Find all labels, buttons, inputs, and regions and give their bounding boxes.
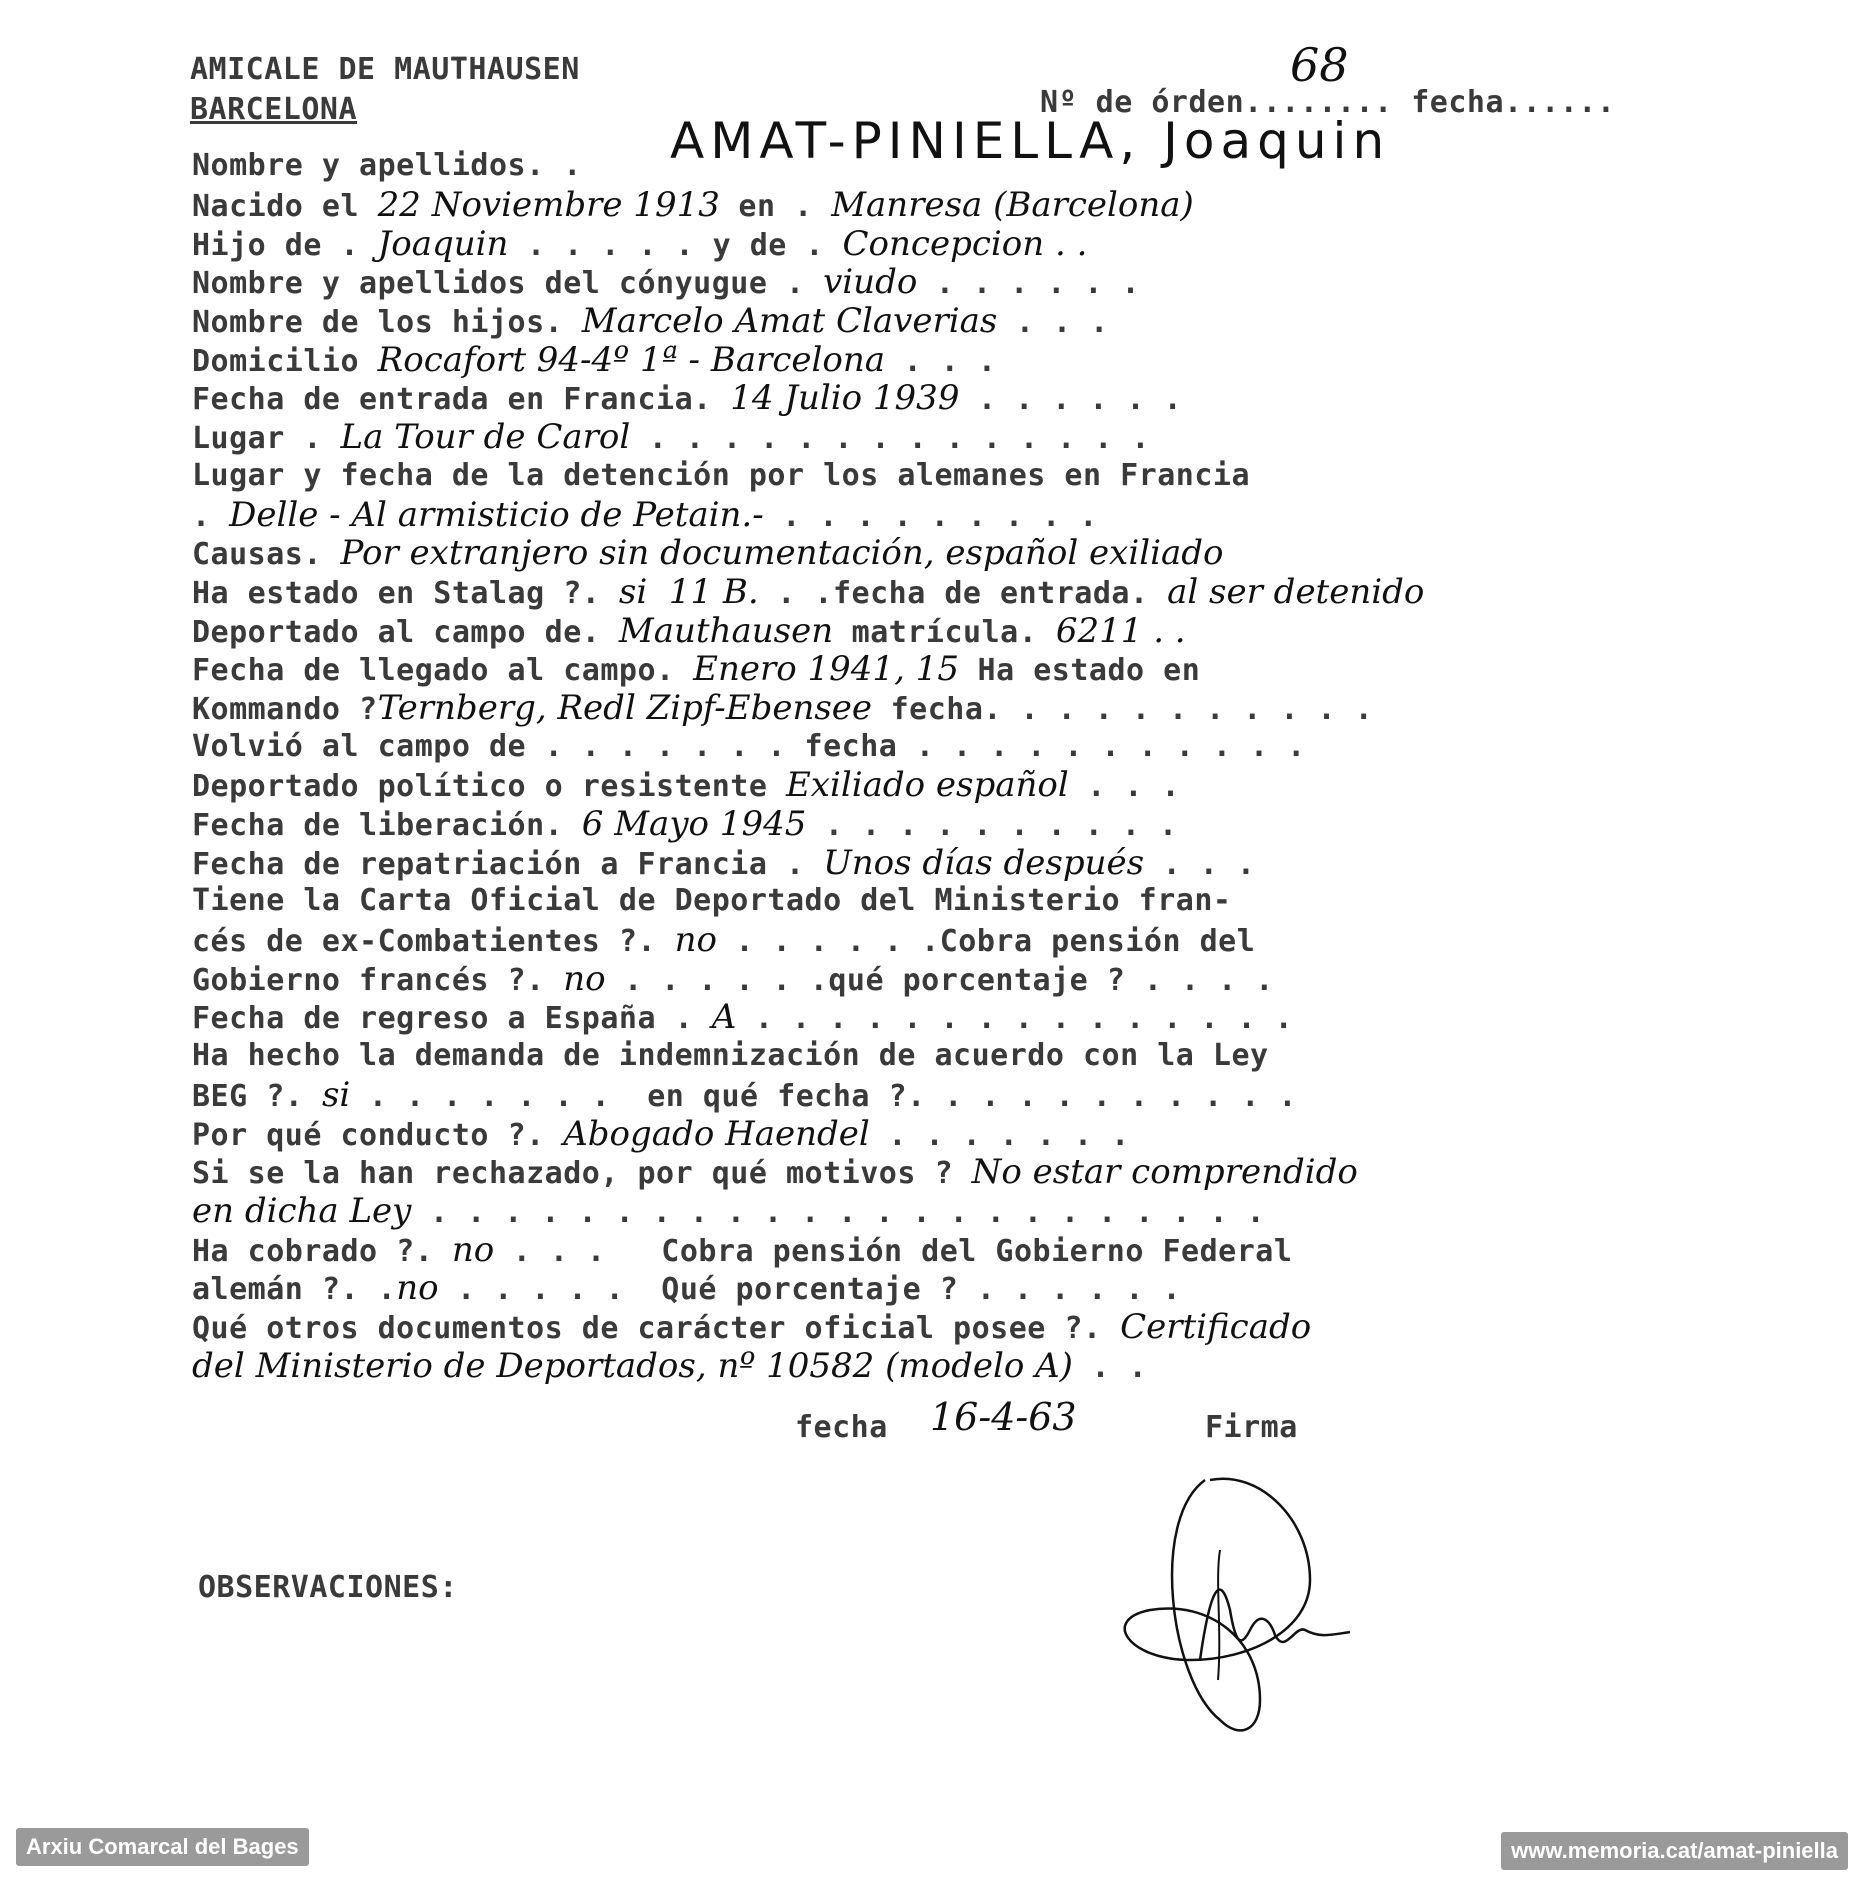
field-label: Ha estado en Stalag ?.	[192, 575, 619, 611]
form-line	[192, 805, 1424, 844]
field-label: . . . . . .Cobra pensión del	[716, 924, 1256, 960]
form-line	[192, 728, 1424, 767]
field-label: . . . . . .	[917, 266, 1141, 302]
archive-watermark: Arxiu Comarcal del Bages	[16, 1828, 309, 1866]
person-name: AMAT-PINIELLA, Joaquin	[670, 112, 1391, 170]
form-line	[192, 379, 1424, 418]
handwritten-answer: La Tour de Carol	[340, 417, 631, 458]
field-label: . . . . . . . . . . . . . . . . . . . . . . .	[411, 1194, 1266, 1230]
form-line	[192, 766, 1424, 805]
field-label: Volvió al campo de . . . . . . . fecha . . . . . . . . . . .	[192, 728, 1306, 764]
form-line	[192, 341, 1424, 380]
handwritten-answer: Por extranjero sin documentación, español exiliado	[340, 533, 1224, 574]
field-label: Deportado político o resistente	[192, 769, 786, 805]
handwritten-answer: 6211 . .	[1055, 610, 1186, 651]
field-label: . . . . . . . en qué fecha ?. . . . . . . . . . .	[350, 1078, 1297, 1114]
field-label: Gobierno francés ?.	[192, 962, 564, 998]
field-label: . .fecha de entrada.	[758, 575, 1168, 611]
handwritten-answer: Delle - Al armisticio de Petain.-	[229, 494, 764, 535]
field-label: matrícula.	[833, 614, 1056, 650]
form-line	[192, 1192, 1424, 1231]
handwritten-answer: al ser detenido	[1167, 571, 1425, 612]
field-label: cés de ex-Combatientes ?.	[192, 924, 675, 960]
handwritten-answer: en dicha Ley	[192, 1190, 412, 1231]
handwritten-answer: Ternberg, Redl Zipf-Ebensee	[377, 687, 873, 728]
handwritten-answer: Concepcion . .	[842, 223, 1088, 264]
handwritten-answer: no	[451, 1229, 495, 1270]
handwritten-answer: no	[563, 958, 606, 999]
field-label: Kommando ?	[192, 691, 378, 727]
form-line	[192, 302, 1424, 341]
form-line	[192, 1269, 1424, 1308]
handwritten-answer: A	[711, 997, 737, 1038]
field-label: Deportado al campo de.	[192, 614, 619, 650]
form-line	[192, 844, 1424, 883]
field-label: . . . . . . . . . .	[806, 808, 1178, 843]
field-label: Hijo de .	[192, 227, 378, 263]
handwritten-answer: Unos días después	[823, 842, 1145, 883]
form-line	[192, 1115, 1424, 1154]
handwritten-answer: 6 Mayo 1945	[581, 804, 807, 844]
field-label: . . .	[885, 343, 997, 379]
form-line	[192, 418, 1424, 457]
form-line	[192, 612, 1424, 651]
field-label: Si se la han rechazado, por qué motivos ?	[192, 1156, 972, 1192]
form-line	[192, 882, 1424, 921]
field-label: . . . . . . . . .	[763, 498, 1098, 534]
name-label: Nombre y apellidos. .	[192, 148, 582, 183]
handwritten-answer: Certificado	[1120, 1306, 1312, 1347]
field-label: Fecha de llegado al campo.	[192, 653, 694, 689]
handwritten-answer: Enero 1941, 15	[693, 649, 959, 690]
form-line	[192, 650, 1424, 689]
field-label: Causas.	[192, 537, 341, 573]
form-line	[192, 1308, 1424, 1347]
order-number: 68	[1290, 38, 1349, 92]
form-line	[192, 960, 1424, 999]
form-line	[192, 1231, 1424, 1270]
field-label: Tiene la Carta Oficial de Deportado del Ministerio fran-	[192, 883, 1232, 919]
form-line	[192, 689, 1424, 728]
source-url-watermark: www.memoria.cat/amat-piniella	[1501, 1832, 1848, 1870]
handwritten-answer: Joaquin	[377, 223, 509, 264]
field-label: . . . . . Qué porcentaje ? . . . . . .	[438, 1272, 1182, 1308]
form-line	[192, 573, 1424, 612]
handwritten-answer: no	[674, 920, 717, 961]
field-label: Fecha de liberación.	[192, 808, 582, 843]
field-label: .	[192, 498, 230, 534]
firma-label: Firma	[1205, 1410, 1298, 1445]
field-label: Fecha de regreso a España .	[192, 1001, 712, 1037]
handwritten-answer: Marcelo Amat Claverias	[581, 301, 998, 342]
handwritten-answer: si	[321, 1074, 351, 1115]
field-label: Ha estado en	[958, 653, 1201, 689]
handwritten-answer: No estar comprendido	[971, 1152, 1358, 1193]
handwritten-answer: Manresa (Barcelona)	[831, 185, 1194, 225]
org-heading: AMICALE DE MAUTHAUSEN	[190, 52, 580, 87]
form-line	[192, 1076, 1424, 1115]
field-label: Ha cobrado ?.	[192, 1233, 452, 1269]
field-label: . . . Cobra pensión del Gobierno Federal	[494, 1233, 1293, 1269]
observaciones-label: OBSERVACIONES:	[198, 1570, 458, 1605]
field-label: . . . . . y de .	[508, 227, 843, 263]
field-label: Por qué conducto ?.	[192, 1117, 564, 1153]
form-fields	[192, 186, 1424, 1385]
form-line	[192, 1037, 1424, 1076]
field-label: . . .	[1068, 769, 1181, 805]
form-line	[192, 1153, 1424, 1192]
handwritten-answer: 14 Julio 1939	[730, 378, 960, 419]
form-line	[192, 225, 1424, 264]
form-line	[192, 186, 1424, 225]
field-label: alemán ?. .	[192, 1272, 397, 1308]
form-line	[192, 534, 1424, 573]
handwritten-answer: no	[396, 1268, 439, 1309]
handwritten-answer: Abogado Haendel	[563, 1113, 870, 1154]
handwritten-answer: Exiliado español	[785, 765, 1069, 806]
signature-icon	[1110, 1460, 1430, 1760]
form-line	[192, 998, 1424, 1037]
field-label: . . . . . .	[959, 382, 1183, 418]
field-label: Domicilio	[192, 343, 378, 379]
handwritten-answer: del Ministerio de Deportados, nº 10582 (modelo A)	[192, 1345, 1073, 1386]
field-label: . . . . . . .	[869, 1117, 1130, 1153]
form-line	[192, 263, 1424, 302]
fecha-value: 16-4-63	[930, 1395, 1077, 1439]
field-label: Fecha de repatriación a Francia .	[192, 846, 824, 882]
field-label: Fecha de entrada en Francia.	[192, 382, 731, 418]
field-label: Nacido el	[192, 189, 378, 224]
form-line	[192, 1347, 1424, 1386]
form-line	[192, 921, 1424, 960]
handwritten-answer: viudo	[823, 262, 918, 303]
field-label: . .	[1072, 1349, 1148, 1385]
field-label: . . .	[1144, 846, 1256, 882]
field-label: . . . . . . . . . . . . . .	[630, 421, 1150, 457]
field-label: fecha. . . . . . . . . . .	[872, 691, 1374, 727]
field-label: . . . . . . . . . . . . . . .	[736, 1001, 1294, 1037]
fecha-label: fecha	[795, 1410, 888, 1445]
form-line	[192, 496, 1424, 535]
field-label: Lugar .	[192, 421, 341, 457]
handwritten-answer: si 11 B.	[618, 571, 759, 612]
field-label: Nombre de los hijos.	[192, 305, 582, 341]
form-line	[192, 457, 1424, 496]
field-label: Nombre y apellidos del cónyugue .	[192, 266, 824, 302]
field-label: Lugar y fecha de la detención por los alemanes en Francia	[192, 457, 1251, 493]
handwritten-answer: Mauthausen	[618, 610, 834, 651]
field-label: Qué otros documentos de carácter oficial posee ?.	[192, 1310, 1121, 1346]
field-label: . . .	[997, 305, 1109, 341]
field-label: en .	[719, 189, 832, 224]
field-label: BEG ?.	[192, 1078, 322, 1114]
field-label: Ha hecho la demanda de indemnización de acuerdo con la Ley	[192, 1038, 1269, 1074]
handwritten-answer: 22 Noviembre 1913	[377, 185, 720, 225]
order-label: Nº de órden........ fecha......	[1040, 85, 1616, 120]
field-label: . . . . . .qué porcentaje ? . . . .	[605, 962, 1274, 998]
handwritten-answer: Rocafort 94-4º 1ª - Barcelona	[377, 339, 886, 380]
city-heading: BARCELONA	[190, 92, 358, 127]
